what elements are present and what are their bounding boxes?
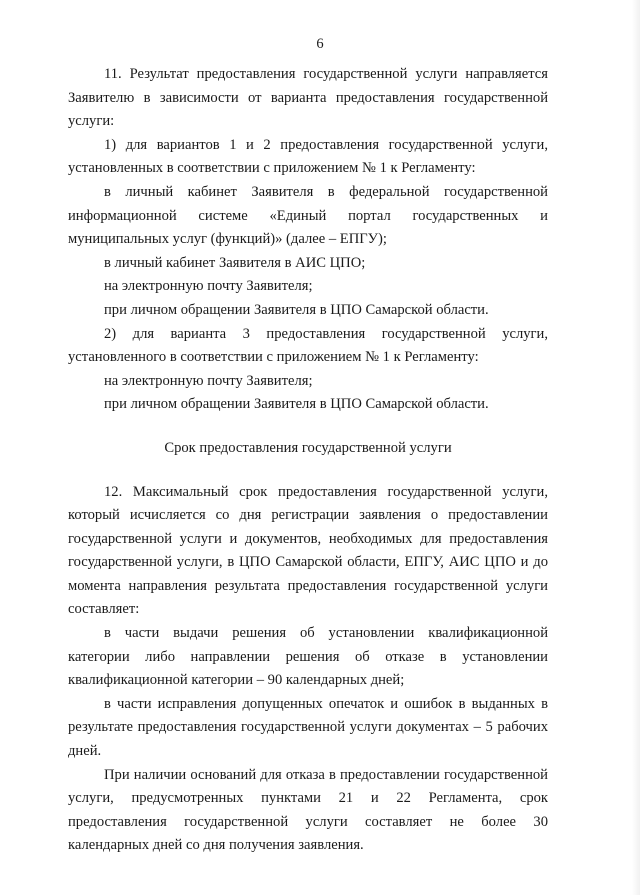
section-11-item-1-d: при личном обращении Заявителя в ЦПО Самарской области. bbox=[104, 301, 489, 318]
section-11-item-2-intro: 2) для варианта 3 предоставления государственной услуги, установленного в соответствии с приложением № 1 к Регламенту: bbox=[68, 325, 548, 366]
section-11-item-1-intro: 1) для вариантов 1 и 2 предоставления государственной услуги, установленных в соответствии с приложением № 1 к Регламенту: bbox=[68, 136, 548, 177]
section-11-item-2-a: на электронную почту Заявителя; bbox=[104, 372, 313, 389]
section-11-item-1-c: на электронную почту Заявителя; bbox=[104, 278, 313, 295]
section-12-intro: 12. Максимальный срок предоставления государственной услуги, который исчисляется со дня регистрации заявления о предоставлении государственной услуги и документов, необходимых для предоставления государственной услуги, в ЦПО Самарской области, ЕПГУ, АИС ЦПО и до момента направления результата предоставления государственной услуги составляет: bbox=[68, 483, 548, 618]
section-11-item-2-b: при личном обращении Заявителя в ЦПО Самарской области. bbox=[104, 396, 489, 413]
section-heading: Срок предоставления государственной услуги bbox=[164, 439, 452, 456]
section-11-intro: 11. Результат предоставления государственной услуги направляется Заявителю в зависимости от варианта предоставления государственной услуги: bbox=[68, 66, 548, 130]
section-12-item-a: в части выдачи решения об установлении квалификационной категории либо направлении решения об отказе в установлении квалификационной категории – 90 календарных дней; bbox=[68, 625, 548, 689]
document-body bbox=[68, 63, 548, 858]
page-number: 6 bbox=[316, 36, 324, 52]
scan-edge-shadow bbox=[632, 0, 640, 895]
section-11-item-1-b: в личный кабинет Заявителя в АИС ЦПО; bbox=[104, 254, 366, 271]
section-12-final: При наличии оснований для отказа в предоставлении государственной услуги, предусмотренных пунктами 21 и 22 Регламента, срок предоставления государственной услуги составляет не более 30 календарных дней со дня получения заявления. bbox=[68, 766, 548, 854]
section-11-item-1-a: в личный кабинет Заявителя в федеральной государственной информационной системе «Единый портал государственных и муниципальных услуг (функций)» (далее – ЕПГУ); bbox=[68, 183, 548, 248]
section-12-item-b: в части исправления допущенных опечаток и ошибок в выданных в результате предоставления государственной услуги документах – 5 рабочих дней. bbox=[68, 695, 548, 760]
